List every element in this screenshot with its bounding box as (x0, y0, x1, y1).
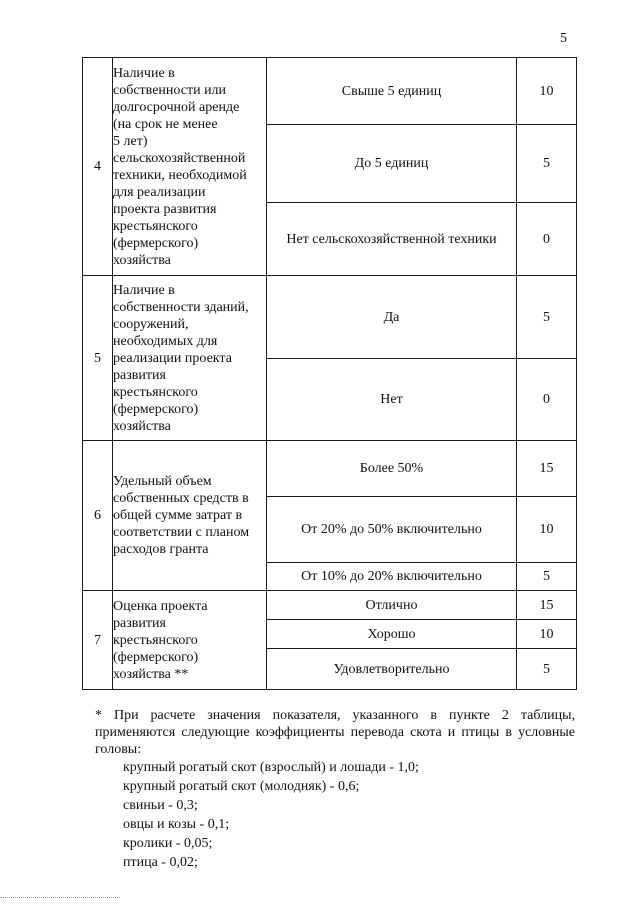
row-number: 7 (83, 591, 113, 690)
option-label: Отлично (267, 591, 517, 620)
row-number: 4 (83, 58, 113, 276)
option-label: Нет сельскохозяйственной техники (267, 203, 517, 276)
list-item: крупный рогатый скот (взрослый) и лошади - 1,0; (123, 760, 419, 775)
option-score: 5 (517, 125, 577, 203)
option-score: 10 (517, 497, 577, 563)
row-number: 5 (83, 276, 113, 441)
option-label: От 20% до 50% включительно (267, 497, 517, 563)
coefficient-list (123, 758, 419, 872)
table-row (83, 58, 577, 125)
scan-edge-divider (0, 897, 120, 899)
option-score: 5 (517, 276, 577, 359)
option-label: Да (267, 276, 517, 359)
table-row (83, 276, 577, 359)
option-label: Удовлетворительно (267, 649, 517, 690)
option-label: Хорошо (267, 620, 517, 649)
option-label: От 10% до 20% включительно (267, 563, 517, 591)
criterion-text: Оценка проекта развития крестьянского (фермерского) хозяйства ** (113, 591, 267, 690)
list-item: овцы и козы - 0,1; (123, 817, 230, 832)
criterion-text: Наличие в собственности зданий, сооружений, необходимых для реализации проекта развития крестьянского (фермерского) хозяйства (113, 276, 267, 441)
list-item: птица - 0,02; (123, 855, 198, 870)
option-score: 10 (517, 620, 577, 649)
option-label: Более 50% (267, 441, 517, 497)
criterion-text: Удельный объем собственных средств в общей сумме затрат в соответствии с планом расходов гранта (113, 441, 267, 591)
criteria-table (82, 57, 577, 690)
footnote-text: * При расчете значения показателя, указанного в пункте 2 таблицы, применяются следующие коэффициенты перевода скота и птицы в условные головы: (95, 708, 575, 757)
option-label: Нет (267, 359, 517, 441)
list-item: кролики - 0,05; (123, 836, 213, 851)
option-score: 15 (517, 441, 577, 497)
page-number: 5 (560, 31, 567, 46)
option-score: 15 (517, 591, 577, 620)
option-label: Свыше 5 единиц (267, 58, 517, 125)
table-row (83, 441, 577, 497)
table-row (83, 591, 577, 620)
option-score: 0 (517, 203, 577, 276)
list-item: крупный рогатый скот (молодняк) - 0,6; (123, 779, 360, 794)
row-number: 6 (83, 441, 113, 591)
option-score: 5 (517, 563, 577, 591)
list-item: свиньи - 0,3; (123, 798, 198, 813)
criterion-text: Наличие в собственности или долгосрочной аренде (на срок не менее 5 лет) сельскохозяйственной техники, необходимой для реализации проекта развития крестьянского (фермерского) хозяйства (113, 58, 267, 276)
option-score: 10 (517, 58, 577, 125)
option-label: До 5 единиц (267, 125, 517, 203)
option-score: 0 (517, 359, 577, 441)
option-score: 5 (517, 649, 577, 690)
